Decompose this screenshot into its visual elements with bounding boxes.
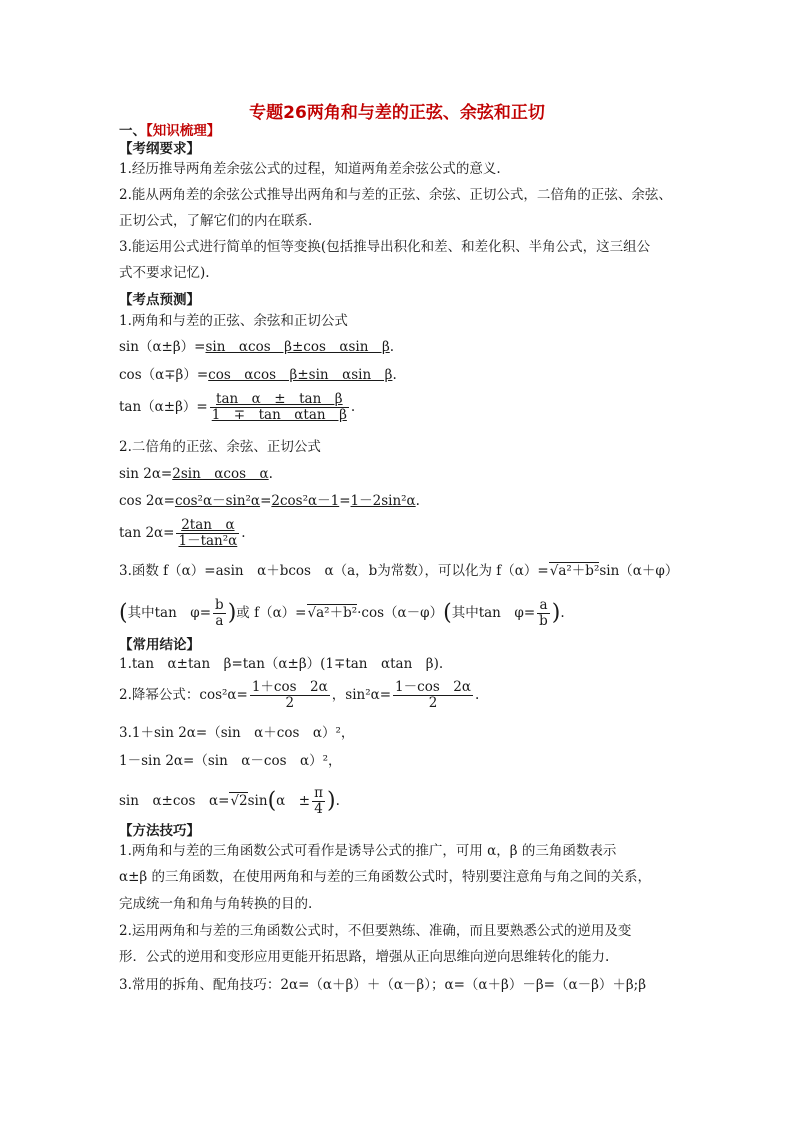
page-title: 专题26两角和与差的正弦、余弦和正切 — [249, 103, 545, 123]
conclusion-3: 3.1＋sin 2α=（sin α＋cos α）²， — [119, 725, 355, 741]
section-knowledge-heading: 一、【知识梳理】 — [119, 123, 221, 139]
conclusion-2: 2.降幂公式：cos²α= $\frac{1+\cos 2\alpha}{2}$ ，sin²α= $\frac{1-\cos 2\alpha}{2}$ . — [119, 679, 480, 711]
conclusion-1: 1.tan α±tan β=tan（α±β）(1∓tan αtan β). — [119, 656, 444, 672]
kaogang-line-2: 2.能从两角差的余弦公式推导出两角和与差的正弦、余弦、正切公式，二倍角的正弦、余弦、 — [119, 187, 672, 203]
kaogang-line-3: 正切公式，了解它们的内在联系. — [119, 213, 313, 229]
method-line-3: 完成统一角和角与角转换的目的. — [119, 896, 313, 912]
heading-kaogang: 【考纲要求】 — [119, 141, 200, 157]
kaodian-item-1: 1.两角和与差的正弦、余弦和正切公式 — [119, 313, 348, 329]
formula-sin-sum: sin（α±β）=sin αcos β±cos αsin β. — [119, 339, 395, 355]
kaogang-line-5: 式不要求记忆). — [119, 265, 210, 281]
conclusion-4: 1－sin 2α=（sin α－cos α）²， — [119, 753, 342, 769]
heading-changyong: 【常用结论】 — [119, 637, 200, 653]
kaogang-line-1: 1.经历推导两角差余弦公式的过程，知道两角差余弦公式的意义. — [119, 161, 501, 177]
method-line-5: 形．公式的逆用和变形应用更能开拓思路，增强从正向思维向逆向思维转化的能力. — [119, 949, 610, 965]
method-line-2: α±β 的三角函数，在使用两角和与差的三角函数公式时，特别要注意角与角之间的关系， — [119, 869, 652, 885]
method-line-4: 2.运用两角和与差的三角函数公式时，不但要熟练、准确，而且要熟悉公式的逆用及变 — [119, 923, 632, 939]
kaogang-line-4: 3.能运用公式进行简单的恒等变换(包括推导出积化和差、和差化积、半角公式，这三组公 — [119, 239, 651, 255]
heading-fangfa: 【方法技巧】 — [119, 823, 200, 839]
formula-sin-double: sin 2α=2sin αcos α. — [119, 466, 273, 482]
formula-cos-double: cos 2α=cos²α－sin²α=2cos²α－1=1－2sin²α. — [119, 493, 420, 509]
heading-kaodian: 【考点预测】 — [119, 292, 200, 308]
formula-tan-sum: tan（α±β）= $\frac{\text{tan α ± tan β}}{\text{1 ∓ tan αtan β}}$ . — [119, 391, 356, 423]
method-line-6: 3.常用的拆角、配角技巧：2α=（α＋β）＋（α－β）；α=（α＋β）－β=（α－β）＋β;β — [119, 977, 647, 993]
kaodian-item-3-cont: (其中tan φ= $\frac{b}{a}$ )或 f（α）=√ a²＋b²·cos（α－φ）(其中tan φ= $\frac{a}{b}$ ). — [119, 598, 565, 629]
formula-cos-sum: cos（α∓β）=cos αcos β±sin αsin β. — [119, 367, 397, 383]
method-line-1: 1.两角和与差的三角函数公式可看作是诱导公式的推广，可用 α，β 的三角函数表示 — [119, 843, 617, 859]
formula-tan-double: tan 2α= $\frac{\text{2tan α}}{\text{1－tan²α}}$ . — [119, 517, 246, 549]
conclusion-5: sin α±cos α=√ 2sin(α ± $\frac{\pi}{4}$ ). — [119, 786, 340, 817]
kaodian-item-3: 3.函数 f（α）=asin α＋bcos α（a，b为常数），可以化为 f（α）=√ a²＋b²sin（α＋φ） — [119, 562, 678, 580]
kaodian-item-2: 2.二倍角的正弦、余弦、正切公式 — [119, 439, 321, 455]
